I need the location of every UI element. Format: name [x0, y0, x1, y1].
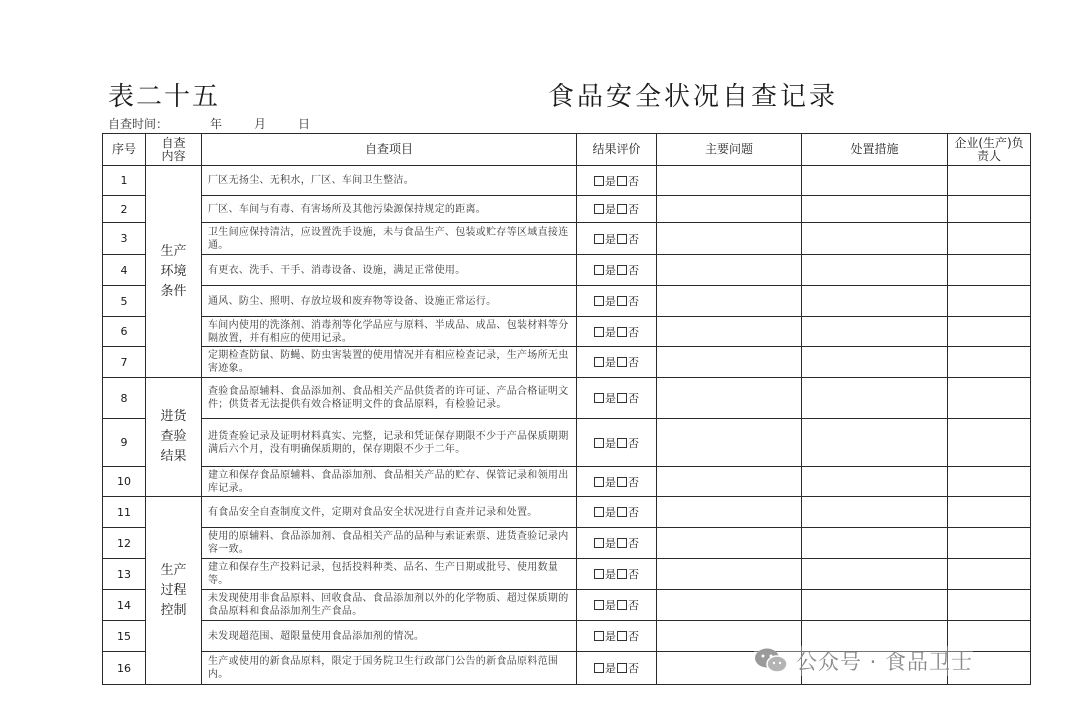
- measure-cell[interactable]: [802, 255, 948, 286]
- yes-checkbox[interactable]: [594, 538, 604, 548]
- form-number: 表二十五: [108, 82, 221, 112]
- measure-cell[interactable]: [802, 419, 948, 467]
- check-item: 厂区无扬尘、无积水，厂区、车间卫生整洁。: [202, 166, 577, 196]
- yes-label: 是: [605, 325, 616, 339]
- yes-label: 是: [605, 568, 616, 581]
- problem-cell[interactable]: [657, 223, 802, 255]
- owner-cell[interactable]: [948, 528, 1031, 559]
- check-item: 车间内使用的洗涤剂、消毒剂等化学品应与原料、半成品、成品、包装材料等分隔放置，并有相应的使用记录。: [202, 317, 577, 347]
- row-number: 7: [103, 347, 146, 378]
- row-number: 12: [103, 528, 146, 559]
- owner-cell[interactable]: [948, 497, 1031, 528]
- check-item: 生产或使用的新食品原料，限定于国务院卫生行政部门公告的新食品原料范围内。: [202, 652, 577, 685]
- owner-cell[interactable]: [948, 559, 1031, 590]
- table-row: [103, 467, 1031, 497]
- owner-cell[interactable]: [948, 347, 1031, 378]
- year-label: 年: [210, 117, 223, 131]
- table-row: [103, 497, 1031, 528]
- problem-cell[interactable]: [657, 347, 802, 378]
- no-checkbox[interactable]: [617, 357, 627, 367]
- date-label: 自查时间：: [108, 117, 169, 131]
- check-item: 建立和保存食品原辅料、食品添加剂、食品相关产品的贮存、保管记录和领用出库记录。: [202, 467, 577, 497]
- result-eval: [577, 378, 657, 419]
- result-eval: [577, 166, 657, 196]
- result-eval: [577, 317, 657, 347]
- table-row: [103, 528, 1031, 559]
- result-eval: [577, 223, 657, 255]
- yes-checkbox[interactable]: [594, 569, 604, 579]
- yes-label: 是: [605, 537, 616, 550]
- problem-cell[interactable]: [657, 419, 802, 467]
- check-item: 厂区、车间与有毒、有害场所及其他污染源保持规定的距离。: [202, 196, 577, 223]
- measure-cell[interactable]: [802, 347, 948, 378]
- category-cell: [146, 378, 202, 497]
- measure-cell[interactable]: [802, 286, 948, 317]
- no-label: 否: [628, 392, 639, 405]
- row-number: 4: [103, 255, 146, 286]
- no-label: 否: [628, 537, 639, 550]
- yes-checkbox[interactable]: [594, 663, 604, 673]
- no-checkbox[interactable]: [617, 538, 627, 548]
- owner-cell[interactable]: [948, 590, 1031, 621]
- table-row: [103, 347, 1031, 378]
- problem-cell[interactable]: [657, 497, 802, 528]
- header-row: [103, 134, 1031, 166]
- no-checkbox[interactable]: [617, 438, 627, 448]
- yes-label: 是: [605, 475, 616, 489]
- yes-checkbox[interactable]: [594, 438, 604, 448]
- owner-cell[interactable]: [948, 223, 1031, 255]
- no-label: 否: [628, 203, 639, 216]
- measure-cell[interactable]: [802, 497, 948, 528]
- row-number: 13: [103, 559, 146, 590]
- header-eval: 结果评价: [577, 134, 657, 166]
- row-number: 2: [103, 196, 146, 223]
- check-item: 通风、防尘、照明、存放垃圾和废弃物等设备、设施正常运行。: [202, 286, 577, 317]
- table-row: [103, 255, 1031, 286]
- yes-checkbox[interactable]: [594, 327, 604, 337]
- check-item: 有更衣、洗手、干手、消毒设备、设施，满足正常使用。: [202, 255, 577, 286]
- result-eval: [577, 467, 657, 497]
- result-eval: [577, 559, 657, 590]
- table-row: [103, 559, 1031, 590]
- check-item: 使用的原辅料、食品添加剂、食品相关产品的品种与索证索票、进货查验记录内容一致。: [202, 528, 577, 559]
- table-row: [103, 419, 1031, 467]
- header-no: 序号: [103, 134, 146, 166]
- self-check-table: [102, 133, 1031, 685]
- no-checkbox[interactable]: [617, 507, 627, 517]
- yes-checkbox[interactable]: [594, 204, 604, 214]
- result-eval: [577, 419, 657, 467]
- yes-label: 是: [605, 436, 616, 450]
- result-eval: [577, 528, 657, 559]
- result-eval: [577, 347, 657, 378]
- check-item: 未发现使用非食品原料、回收食品、食品添加剂以外的化学物质、超过保质期的食品原料和食品添加剂生产食品。: [202, 590, 577, 621]
- no-label: 否: [628, 662, 639, 675]
- owner-cell[interactable]: [948, 255, 1031, 286]
- problem-cell[interactable]: [657, 590, 802, 621]
- no-checkbox[interactable]: [617, 569, 627, 579]
- no-label: 否: [628, 295, 639, 308]
- result-eval: [577, 255, 657, 286]
- yes-checkbox[interactable]: [594, 296, 604, 306]
- measure-cell[interactable]: [802, 559, 948, 590]
- no-label: 否: [628, 325, 639, 339]
- measure-cell[interactable]: [802, 223, 948, 255]
- yes-label: 是: [605, 203, 616, 216]
- no-label: 否: [628, 506, 639, 519]
- owner-cell[interactable]: [948, 317, 1031, 347]
- table-row: [103, 590, 1031, 621]
- no-checkbox[interactable]: [617, 234, 627, 244]
- no-label: 否: [628, 630, 639, 643]
- check-item: 建立和保存生产投料记录，包括投料种类、品名、生产日期或批号、使用数量等。: [202, 559, 577, 590]
- yes-label: 是: [605, 356, 616, 369]
- yes-label: 是: [605, 630, 616, 643]
- problem-cell[interactable]: [657, 255, 802, 286]
- no-checkbox[interactable]: [617, 176, 627, 186]
- owner-cell[interactable]: [948, 378, 1031, 419]
- row-number: 8: [103, 378, 146, 419]
- category-label: 生产环境条件: [160, 243, 187, 299]
- no-label: 否: [628, 232, 639, 246]
- yes-checkbox[interactable]: [594, 357, 604, 367]
- result-eval: [577, 590, 657, 621]
- yes-checkbox[interactable]: [594, 600, 604, 610]
- watermark: [754, 646, 973, 676]
- category-label: 进货查验结果: [160, 409, 187, 464]
- check-item: 卫生间应保持清洁，应设置洗手设施，未与食品生产、包装或贮存等区域直接连通。: [202, 223, 577, 255]
- yes-checkbox[interactable]: [594, 507, 604, 517]
- owner-cell[interactable]: [948, 196, 1031, 223]
- no-label: 否: [628, 174, 639, 188]
- row-number: 10: [103, 467, 146, 497]
- no-label: 否: [628, 264, 639, 277]
- check-date-line: [108, 115, 316, 132]
- watermark-text: 公众号 · 食品卫士: [796, 650, 974, 674]
- measure-cell[interactable]: [802, 166, 948, 196]
- no-checkbox[interactable]: [617, 631, 627, 641]
- problem-cell[interactable]: [657, 528, 802, 559]
- yes-label: 是: [605, 392, 616, 405]
- measure-cell[interactable]: [802, 590, 948, 621]
- yes-checkbox[interactable]: [594, 265, 604, 275]
- no-checkbox[interactable]: [617, 327, 627, 337]
- check-item: 查验食品原辅料、食品添加剂、食品相关产品供货者的许可证、产品合格证明文件；供货者无法提供有效合格证明文件的食品原料，有检验记录。: [202, 378, 577, 419]
- no-checkbox[interactable]: [617, 600, 627, 610]
- measure-cell[interactable]: [802, 467, 948, 497]
- header-category: 自查内容: [146, 134, 202, 166]
- no-checkbox[interactable]: [617, 393, 627, 403]
- result-eval: [577, 497, 657, 528]
- row-number: 14: [103, 590, 146, 621]
- problem-cell[interactable]: [657, 378, 802, 419]
- owner-cell[interactable]: [948, 166, 1031, 196]
- category-cell: [146, 497, 202, 685]
- problem-cell[interactable]: [657, 317, 802, 347]
- yes-checkbox[interactable]: [594, 176, 604, 186]
- problem-cell[interactable]: [657, 166, 802, 196]
- measure-cell[interactable]: [802, 317, 948, 347]
- category-cell: [146, 166, 202, 378]
- header-owner: 企业(生产)负责人: [948, 134, 1031, 166]
- row-number: 16: [103, 652, 146, 685]
- no-label: 否: [628, 568, 639, 581]
- month-label: 月: [254, 117, 267, 131]
- no-checkbox[interactable]: [617, 477, 627, 487]
- check-item: 未发现超范围、超限量使用食品添加剂的情况。: [202, 621, 577, 652]
- form-title: 食品安全状况自查记录: [548, 82, 839, 112]
- check-item: 定期检查防鼠、防蝇、防虫害装置的使用情况并有相应检查记录，生产场所无虫害迹象。: [202, 347, 577, 378]
- no-label: 否: [628, 599, 639, 612]
- result-eval: [577, 286, 657, 317]
- no-checkbox[interactable]: [617, 204, 627, 214]
- measure-cell[interactable]: [802, 196, 948, 223]
- row-number: 1: [103, 166, 146, 196]
- table-row: [103, 286, 1031, 317]
- header-item: 自查项目: [202, 134, 577, 166]
- table-row: [103, 223, 1031, 255]
- table-row: [103, 378, 1031, 419]
- no-checkbox[interactable]: [617, 663, 627, 673]
- check-item: 进货查验记录及证明材料真实、完整，记录和凭证保存期限不少于产品保质期期满后六个月，没有明确保质期的，保存期限不少于二年。: [202, 419, 577, 467]
- yes-label: 是: [605, 232, 616, 246]
- result-eval: [577, 652, 657, 685]
- day-label: 日: [298, 117, 311, 131]
- yes-label: 是: [605, 295, 616, 308]
- row-number: 6: [103, 317, 146, 347]
- table-row: [103, 317, 1031, 347]
- yes-label: 是: [605, 174, 616, 188]
- no-label: 否: [628, 475, 639, 489]
- problem-cell[interactable]: [657, 559, 802, 590]
- measure-cell[interactable]: [802, 378, 948, 419]
- no-label: 否: [628, 436, 639, 450]
- header-measure: 处置措施: [802, 134, 948, 166]
- no-label: 否: [628, 356, 639, 369]
- yes-checkbox[interactable]: [594, 393, 604, 403]
- yes-label: 是: [605, 506, 616, 519]
- owner-cell[interactable]: [948, 467, 1031, 497]
- table-row: [103, 166, 1031, 196]
- row-number: 3: [103, 223, 146, 255]
- result-eval: [577, 196, 657, 223]
- row-number: 9: [103, 419, 146, 467]
- row-number: 15: [103, 621, 146, 652]
- table-row: [103, 196, 1031, 223]
- row-number: 11: [103, 497, 146, 528]
- yes-label: 是: [605, 662, 616, 675]
- category-label: 生产过程控制: [160, 562, 187, 618]
- wechat-icon: [754, 647, 788, 675]
- problem-cell[interactable]: [657, 196, 802, 223]
- yes-checkbox[interactable]: [594, 631, 604, 641]
- owner-cell[interactable]: [948, 286, 1031, 317]
- owner-cell[interactable]: [948, 419, 1031, 467]
- no-checkbox[interactable]: [617, 265, 627, 275]
- problem-cell[interactable]: [657, 467, 802, 497]
- header-problem: 主要问题: [657, 134, 802, 166]
- yes-label: 是: [605, 264, 616, 277]
- yes-checkbox[interactable]: [594, 234, 604, 244]
- yes-checkbox[interactable]: [594, 477, 604, 487]
- row-number: 5: [103, 286, 146, 317]
- result-eval: [577, 621, 657, 652]
- yes-label: 是: [605, 599, 616, 612]
- measure-cell[interactable]: [802, 528, 948, 559]
- problem-cell[interactable]: [657, 286, 802, 317]
- check-item: 有食品安全自查制度文件，定期对食品安全状况进行自查并记录和处置。: [202, 497, 577, 528]
- no-checkbox[interactable]: [617, 296, 627, 306]
